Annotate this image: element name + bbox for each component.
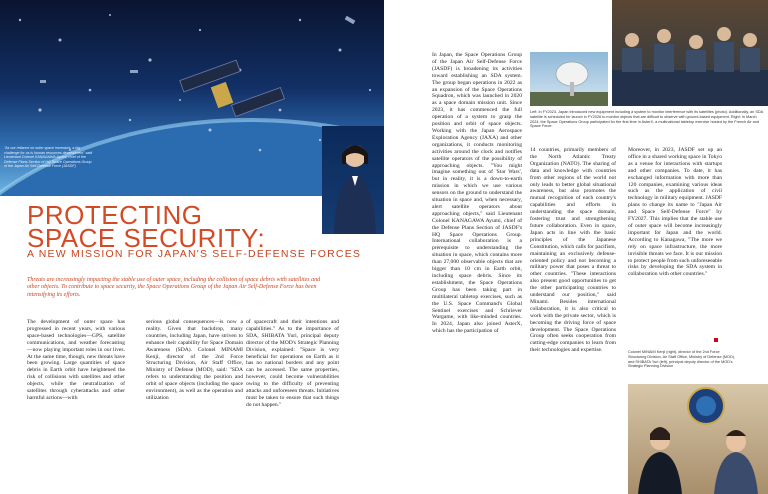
body-column-1: The development of outer space has progressed in recent years, with various space-based technologies—GPS, satellite communications, and weather forecasting—now playing important roles in our lives. At the same time, though, new threats have been growing. Large quantities of space debris in Earth orbit have heightened the risk of collisions with satellites and other objects, while the neutralization of satellites through cyberattacks and other harmful actions—with — [27, 319, 125, 401]
body-column-2: serious global consequences—is now a reality. Given that backdrop, many countries, including Japan, have striven to enhance their capability for Space Domain Awareness (SDA). Colonel MINAMI Kenji, director of the 2nd Force Structuring Division, Air Staff Office, Ministry of Defense (MOD), said: "SDA refers to understanding the position and orbit of space objects (including the space environment), as well as the operation and utilization — [146, 319, 243, 401]
officials-photo — [628, 384, 768, 494]
antenna-photo — [530, 52, 608, 106]
title-line-2: SPACE SECURITY: — [27, 223, 266, 253]
title-line-1: PROTECTING — [27, 200, 203, 230]
page-title — [27, 200, 266, 253]
body-column-6: Moreover, in 2023, JASDF set up an office in a shared working space in Tokyo as a venue for interactions with startups and other companies. To date, it has exchanged information with more than 120 companies, examining various ideas such as the application of civil technology in military equipment. JASDF plans to change its name to "Japan Air and Space Self-Defense Force" by FY2027. This implies that the stable use of outer space will become increasingly important for Japan and the world. According to Kanagawa, "The more we rely on space infrastructure, the more invisible threats we face. It is our mission to protect people from such unforeseeable risks by developing the SDA system in collaboration with other countries." — [628, 147, 722, 278]
body-column-4: In Japan, the Space Operations Group of the Japan Air Self-Defense Force (JASDF) is broadening its activities toward establishing an SDA system. The group began operations in 2022 as an expansion of the Space Operations Squadron, which was launched in 2020 as a space domain mission unit. Since 2023, it has commenced the full operation of a system to grasp the position and orbit of space objects. Working with the Japan Aerospace Exploration Agency (JAXA) and other organizations, it conducts monitoring activities around the clock and notifies satellite operators of the possibility of approaching objects. "You might imagine something out of 'Star Wars', but in reality, it is a down-to-earth mission in which we use various sensors on the ground to understand the situation in space and, when necessary, alert satellite operators about approaching objects," said Lieutenant Colonel KANAGAWA Ayumi, chief of the Defense Plans Section of JASDF's HQ Space Operations Group. International collaboration is a prerequisite to understanding the situation in space, which contains more than 27,000 observable objects that are bigger than 10 cm in Earth orbit, including space debris. Since its establishment, the Space Operations Group has been taking part in multilateral tabletop exercises, such as the U.S. Space Command's Global Sentinel exercises and Schriever Wargame, with like-minded countries. In 2024, Japan also joined AsterX, which has the participation of — [432, 52, 522, 335]
officer-photo — [322, 126, 384, 234]
hero-quote: "As our reliance on outer space increases, a big challenge for us is human resources development" said Lieutenant Colonel KANAGAWA Ayumi, chief of the Defense Plans Section of HQ Space Operations Group of the Japan Air Self-Defense Force (JASDF) — [4, 146, 93, 169]
body-column-3: of spacecraft and their intentions and capabilities." As to the importance of SDA, SHIBATA Yuri, principal deputy director of the MOD's Strategic Planning Division, explained: "Space is very beneficial for operations on Earth as it has no national borders and any point can be accessed. The same properties, however, could become vulnerabilities owing to the difficulty of preventing attacks and unforeseen threats. Initiatives must be taken to ensure that such things do not happen." — [246, 319, 339, 408]
tabletop-exercise-photo — [612, 0, 768, 106]
bottom-photo-caption: Colonel MINAMI Kenji (right), director of the 2nd Force Structuring Division, Air Staff Office, Ministry of Defense (MOD), and SHIBATA Yuri (left), principal deputy director of the MOD's Strategic Planning Division — [628, 350, 736, 369]
subtitle: A NEW MISSION FOR JAPAN'S SELF-DEFENSE FORCES — [27, 248, 362, 260]
lead-paragraph: Threats are increasingly impacting the stable use of outer space, including the collision of space debris with satellites and other objects. To contribute to space security, the Space Operations Group of the Japan Air Self-Defense Force has been intensifying its efforts. — [27, 277, 321, 298]
body-column-5: 14 countries, primarily members of the North Atlantic Treaty Organization (NATO). The sharing of data and knowledge with countries from other regions of the world not only leads to better global situational awareness, but also promotes the mutual recognition of each country's capabilities and efforts in understanding the space domain, fostering trust and strengthening future collaboration. Even in space, Japan acts in line with the basic principles of the Japanese Constitution, which calls for pacifism, maintaining an exclusively defense-oriented policy and not becoming a military power that poses a threat to other countries. "These interactions also present good opportunities to get the other participating countries to understand our position," said Minami. Besides international collaboration, it is also critical to work with the private sector, which is becoming the driving force of space development. The Space Operations Group often seeks cooperation from cutting-edge companies to learn from their technologies and expertise. — [530, 147, 616, 354]
satellite-icon — [180, 60, 285, 116]
top-photo-caption: Left: In FY2023, Japan introduced new equipment including a system to monitor interference with its satellites (photo). Additionally, an SDA satellite is scheduled for launch in FY2026 to monitor objects that are difficult to observe with ground-based equipment. Right: In March 2024, the Space Operations Group participated for the first time in AsterX, a multinational tabletop exercise hosted by the French Air and Space Force. — [530, 110, 763, 129]
end-mark — [714, 338, 718, 342]
